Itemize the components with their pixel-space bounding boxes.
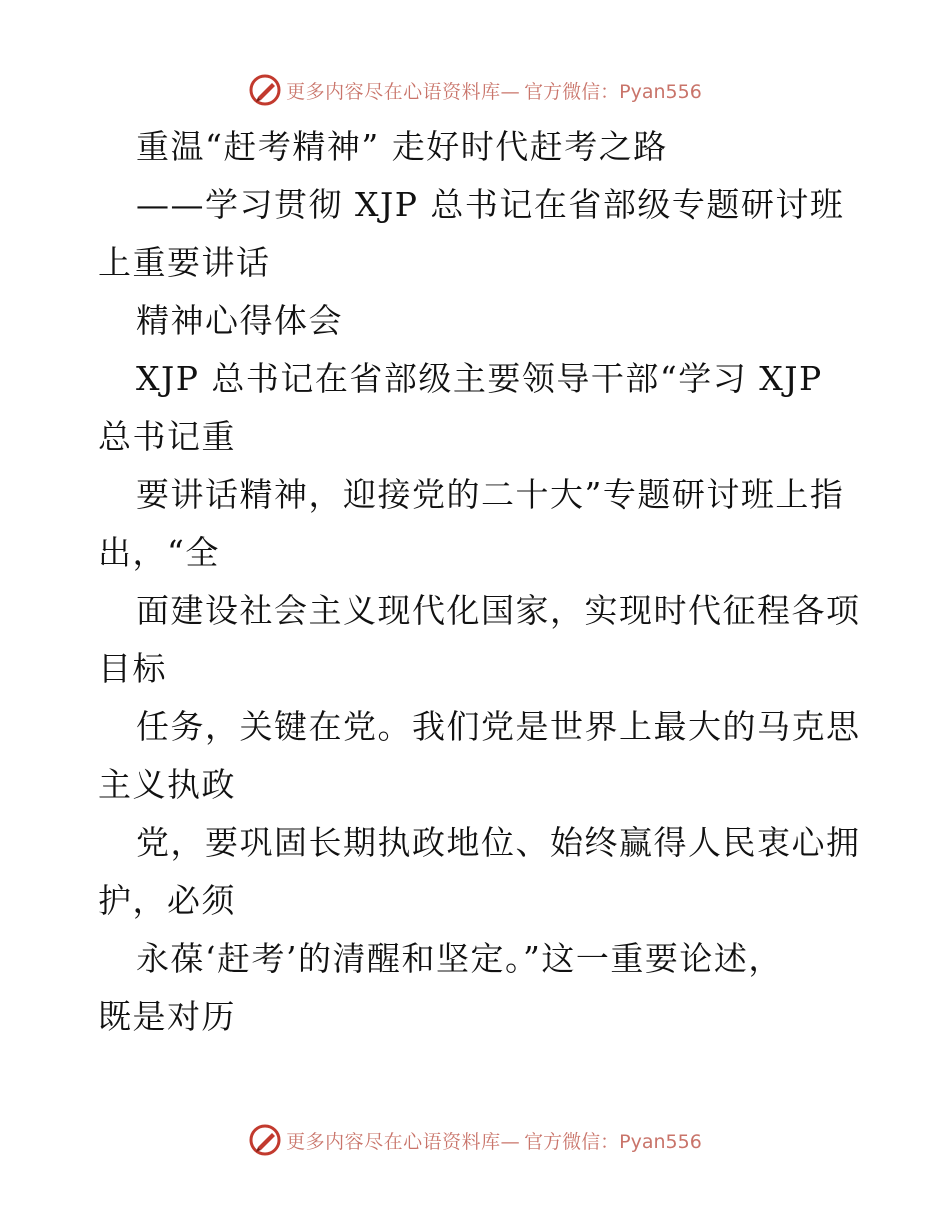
paragraph-line: 永葆‘赶考’的清醒和坚定。”这一重要论述，	[136, 939, 783, 978]
watermark-text: 更多内容尽在心语资料库—	[286, 1130, 521, 1153]
header-watermark	[0, 70, 950, 110]
paragraph-line: 党，要巩固长期执政地位、始终赢得人民衷心拥	[136, 823, 861, 862]
watermark-contact: 官方微信：Pyan556	[524, 80, 702, 103]
paragraph-line: 任务，关键在党。我们党是世界上最大的马克思	[136, 707, 861, 746]
watermark-contact: 官方微信：Pyan556	[524, 1130, 702, 1153]
paragraph-line: XJP 总书记在省部级主要领导干部“学习 XJP	[136, 359, 823, 398]
paragraph-line: 出，“全	[98, 533, 220, 572]
footer-watermark	[0, 1120, 950, 1160]
paragraph-line: 面建设社会主义现代化国家，实现时代征程各项	[136, 591, 861, 630]
paragraph-line: 目标	[98, 649, 167, 688]
paragraph-line: 既是对历	[98, 997, 236, 1036]
subtitle-line-end: 精神心得体会	[136, 301, 343, 340]
pen-logo-icon	[248, 1123, 282, 1157]
subtitle-line-cont: 上重要讲话	[98, 243, 271, 282]
paragraph-line: 要讲话精神，迎接党的二十大”专题研讨班上指	[136, 475, 845, 514]
subtitle-line: ——学习贯彻 XJP 总书记在省部级专题研讨班	[136, 185, 845, 224]
paragraph-line: 主义执政	[98, 765, 236, 804]
watermark-text: 更多内容尽在心语资料库—	[286, 80, 521, 103]
paragraph-line: 总书记重	[98, 417, 236, 456]
pen-logo-icon	[248, 73, 282, 107]
paragraph-line: 护，必须	[98, 881, 236, 920]
title-line: 重温“赶考精神” 走好时代赶考之路	[136, 127, 668, 166]
